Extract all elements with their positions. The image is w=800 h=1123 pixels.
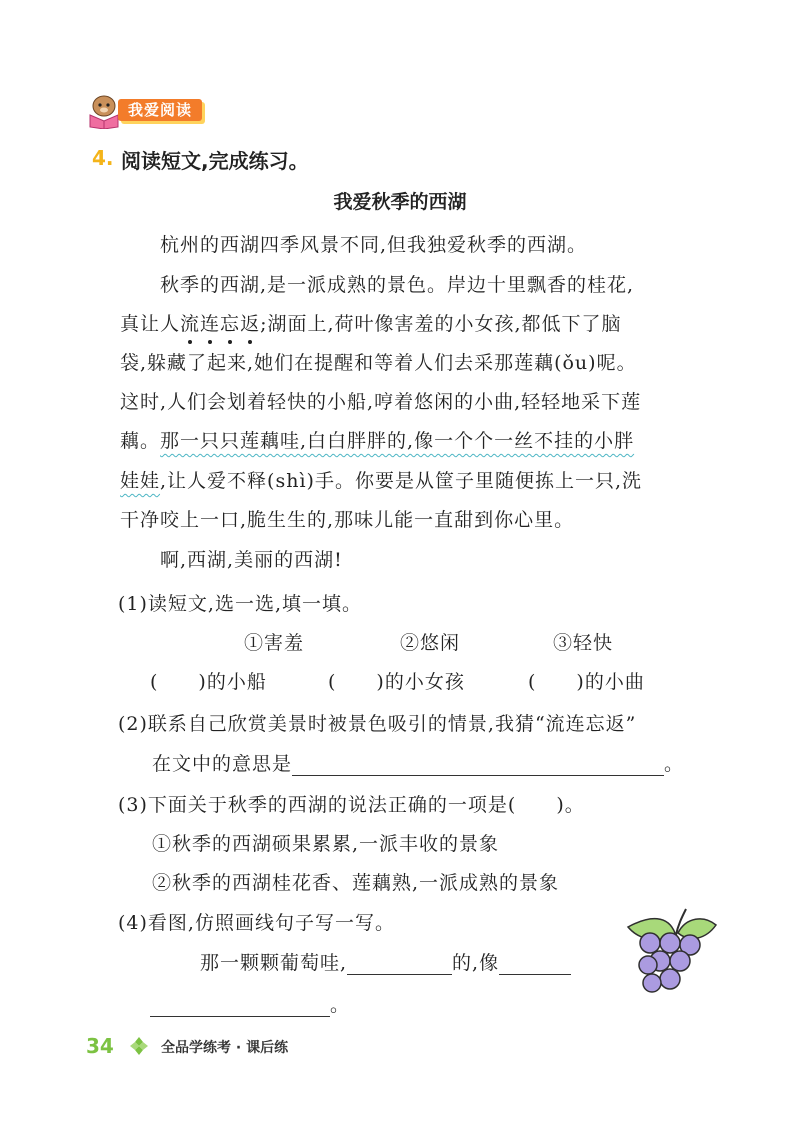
question-number: 4.	[92, 146, 114, 170]
story-line: 干净咬上一口,脆生生的,那味儿能一直甜到你心里。	[120, 509, 575, 531]
story-line	[120, 466, 642, 493]
q1-blank-1[interactable]: ( )的小船	[150, 671, 267, 693]
text-segment: 藕。	[120, 430, 161, 452]
dotted-char: 返	[240, 309, 260, 336]
q3-prompt: (3)下面关于秋季的西湖的说法正确的一项是( )。	[118, 794, 585, 816]
story-paragraph-3: 啊,西湖,美丽的西湖!	[160, 549, 343, 571]
q3-option-2[interactable]: ②秋季的西湖桂花香、莲藕熟,一派成熟的景象	[152, 872, 560, 894]
story-line: 秋季的西湖,是一派成熟的景色。岸边十里飘香的桂花,	[160, 274, 635, 296]
book-title: 全品学练考 · 课后练	[161, 1040, 289, 1056]
q4-lead: 那一颗颗葡萄哇,	[200, 952, 348, 974]
dotted-char: 忘	[220, 309, 240, 336]
q4-end: 。	[330, 994, 351, 1016]
q1-blank-2[interactable]: ( )的小女孩	[328, 671, 465, 693]
q2-end: 。	[664, 753, 685, 775]
q2-answer-blank[interactable]	[292, 757, 664, 776]
emphasis-dotted-phrase	[180, 313, 260, 335]
q4-line-1	[200, 948, 571, 975]
q2-line	[152, 749, 684, 776]
story-paragraph-1: 杭州的西湖四季风景不同,但我独爱秋季的西湖。	[160, 234, 588, 256]
q2-prompt: (2)联系自己欣赏美景时被景色吸引的情景,我猜“流连忘返”	[118, 713, 637, 735]
text-segment: ,让人爱不释(shì)手。你要是从筐子里随便拣上一只,洗	[160, 470, 642, 492]
q1-option: ①害羞	[244, 632, 305, 654]
story-line: 袋,躲藏了起来,她们在提醒和等着人们去采那莲藕(ǒu)呢。	[120, 352, 637, 374]
story-line	[120, 309, 622, 336]
underlined-sentence: 那一只只莲藕哇,白白胖胖的,像一个个一丝不挂的小胖	[160, 430, 635, 452]
q4-blank-3[interactable]	[150, 998, 330, 1017]
story-line	[120, 426, 634, 453]
story-line: 这时,人们会划着轻快的小船,哼着悠闲的小曲,轻轻地采下莲	[120, 391, 642, 413]
q1-option: ③轻快	[553, 632, 614, 654]
grape-illustration-icon	[620, 905, 720, 1005]
q1-prompt: (1)读短文,选一选,填一填。	[118, 593, 362, 615]
text-segment: ;湖面上,荷叶像害羞的小女孩,都低下了脑	[260, 313, 622, 335]
q4-blank-2[interactable]	[499, 956, 571, 975]
q4-mid: 的,像	[452, 952, 500, 974]
text-segment: 真让人	[120, 313, 181, 335]
q2-lead: 在文中的意思是	[152, 753, 293, 775]
q4-line-2	[150, 990, 350, 1017]
q4-prompt: (4)看图,仿照画线句子写一写。	[118, 912, 395, 934]
question-title: 阅读短文,完成练习。	[121, 149, 309, 173]
story-title: 我爱秋季的西湖	[333, 191, 467, 213]
diamond-icon	[129, 1036, 149, 1056]
underlined-sentence-end: 娃娃	[120, 470, 161, 492]
dotted-char: 连	[200, 309, 220, 336]
section-badge	[86, 93, 216, 129]
q3-option-1[interactable]: ①秋季的西湖硕果累累,一派丰收的景象	[152, 833, 500, 855]
q1-option: ②悠闲	[400, 632, 461, 654]
q1-blank-3[interactable]: ( )的小曲	[528, 671, 645, 693]
q4-blank-1[interactable]	[347, 956, 452, 975]
page-number: 34	[86, 1034, 114, 1058]
badge-label: 我爱阅读	[118, 99, 202, 121]
dotted-char: 流	[180, 309, 200, 336]
